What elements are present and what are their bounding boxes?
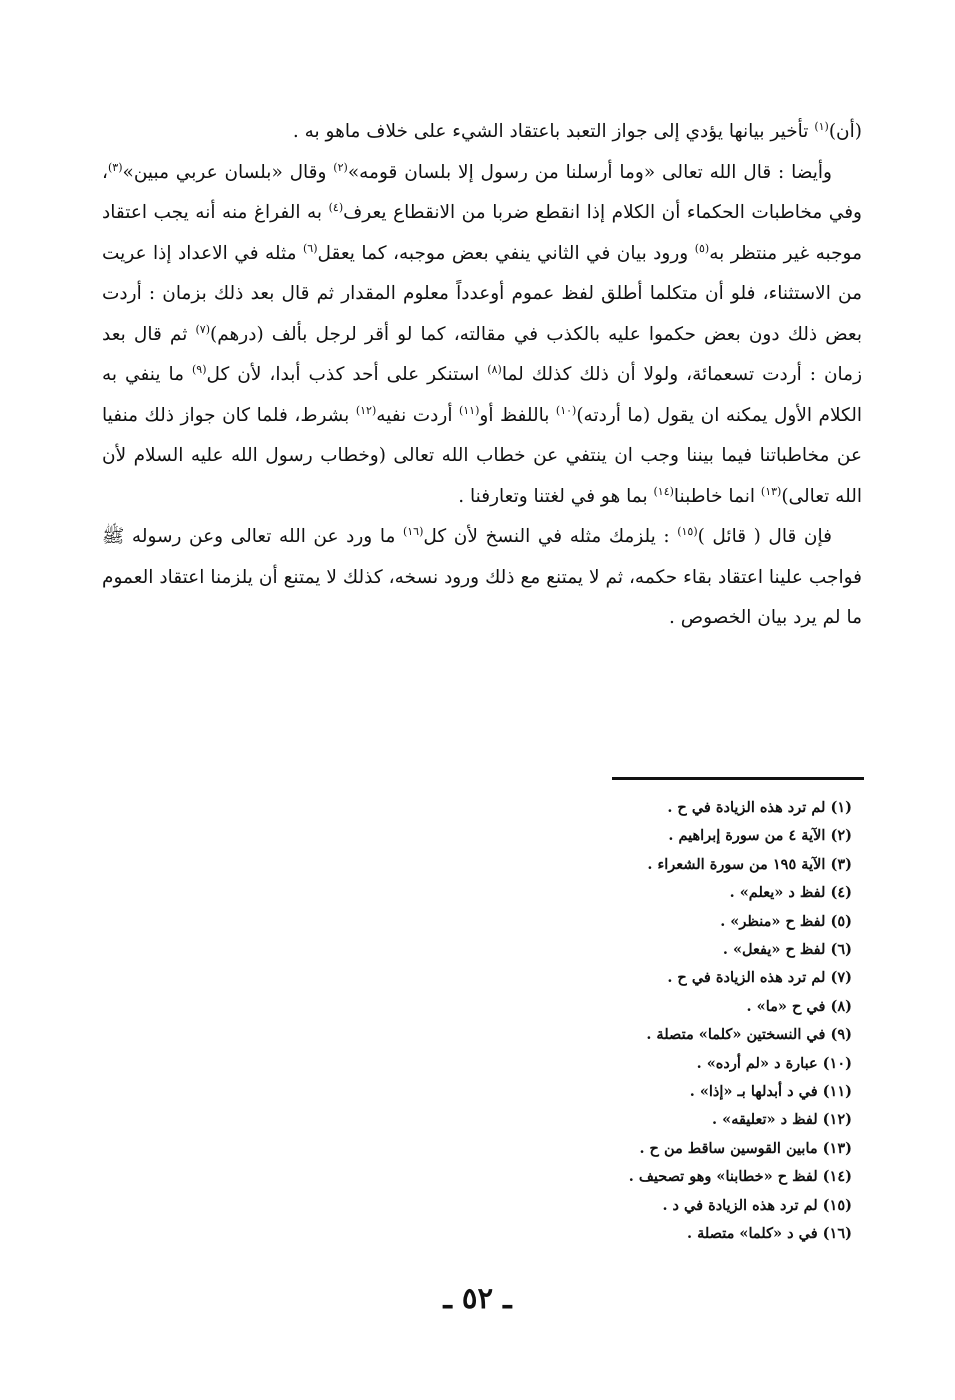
page-number: ـ ٥٢ ـ — [443, 1281, 512, 1315]
footnote-marker: (٧) — [195, 322, 211, 336]
footnote-separator — [612, 777, 864, 780]
text-run: وقال «بلسان عربي مبين» — [122, 161, 334, 183]
footnote-marker: (١١) — [458, 403, 480, 417]
footnote: (٢) الآية ٤ من سورة إبراهيم . — [668, 827, 852, 845]
footnote-marker: (٦) — [303, 241, 318, 255]
text-run: أردت نفيه — [376, 404, 459, 426]
text-run: تأخير بيانها يؤدي إلى جواز التعبد باعتقاد الشيء على خلاف ماهو به . — [292, 121, 815, 142]
text-run: ثم قال بعد زمان : أردت تسعمائة، ولولا أن ذلك كذلك لما — [102, 323, 863, 385]
main-text — [102, 112, 862, 639]
footnote-marker: (٥) — [694, 241, 710, 255]
footnote: (٥) لفظ ح «منظر» . — [720, 912, 852, 930]
text-run: وأيضا : قال الله تعالى «وما أرسلنا من رسول إلا بلسان قومه» — [347, 161, 832, 183]
footnote: (١٥) لم ترد هذه الزيادة في د . — [662, 1196, 852, 1214]
footnote-marker: (٩) — [192, 362, 207, 376]
footnote: (١٦) في د «كلما» متصلة . — [687, 1225, 852, 1243]
footnote: (١٤) لفظ ح «خطابنا» وهو تصحيف . — [628, 1168, 852, 1186]
footnote: (٣) الآية ١٩٥ من سورة الشعراء . — [647, 855, 852, 873]
footnote-marker: (١) — [814, 119, 829, 133]
text-run: ما ينفي به الكلام الأول يمكنه ان يقول (ما أردته) — [102, 364, 862, 426]
footnote-marker: (١٥) — [677, 524, 698, 538]
footnote: (٤) لفظ د «يعلم» . — [729, 884, 852, 902]
footnote: (١٢) لفظ د «تعليقه» . — [712, 1111, 852, 1129]
footnotes — [500, 794, 852, 1249]
footnote-marker: (١٣) — [760, 484, 782, 498]
footnote: (٦) لفظ ح «يفعل» . — [722, 941, 852, 959]
footnote: (١١) في د أبدلها بـ «إذا» . — [689, 1083, 852, 1101]
footnote-marker: (٣) — [107, 160, 123, 174]
footnote: (١٠) عبارة د «لم أرده» . — [696, 1054, 852, 1072]
paragraph — [102, 112, 862, 153]
footnote: (١) لم ترد هذه الزيادة في ح . — [667, 799, 852, 816]
footnote-marker: (١٢) — [355, 403, 377, 417]
footnote: (٨) في ح «ما» . — [746, 997, 852, 1015]
text-run: باللفظ أو — [479, 404, 556, 426]
footnote: (٧) لم ترد هذه الزيادة في ح . — [667, 969, 852, 987]
footnote-marker: (١٠) — [555, 403, 577, 417]
text-run: ما ورد عن الله تعالى وعن رسوله ﷺ فواجب علينا اعتقاد بقاء حكمه، ثم لا يمتنع مع ذلك ورود نسخه، كذلك لا يمتنع أن يلزمنا اعتقاد العموم ما لم يرد بيان الخصوص . — [102, 526, 862, 628]
text-run: ورود بيان في الثاني ينفي بعض موجبه، كما يعقل — [317, 242, 695, 264]
text-run: ، وفي مخاطبات الحكماء أن الكلام إذا انقطع ضربا من الانقطاع يعرف — [102, 161, 862, 223]
text-run: مثله في الاعداد إذا عريت من الاستثناء، فلو أن متكلما أطلق لفظ عموم أوعدداً معلوم المقدار ثم قال بعد ذلك بزمان : أردت بعض ذلك دون بعض حكموا عليه بالكذب في مقالته، كما لو أقر لرجل بألف (درهم) — [102, 242, 863, 345]
text-run: فإن قال ( قائل ) — [697, 526, 833, 547]
footnote-marker: (٢) — [333, 160, 348, 174]
text-run: (أن) — [828, 121, 862, 142]
paragraph — [102, 153, 862, 518]
text-run: استنكر على أحد كذب أبدا، لأن كل — [206, 364, 488, 385]
footnote-marker: (١٦) — [402, 524, 424, 538]
text-run: : يلزمك مثله في النسخ لأن كل — [423, 526, 678, 547]
text-run: به الفراغ منه أنه يجب اعتقاد موجبه غير منتظر به — [102, 202, 862, 264]
text-run: انما خاطبنا — [673, 485, 761, 507]
footnote: (١٣) مابين القوسين ساقط من ح . — [639, 1139, 852, 1157]
footnote-marker: (٨) — [487, 362, 502, 376]
footnote-marker: (٤) — [328, 200, 344, 214]
text-run: بما هو في لغتنا وتعارفنا . — [458, 485, 654, 507]
paragraph — [102, 517, 862, 639]
footnote: (٩) في النسختين «كلما» متصلة . — [646, 1026, 852, 1044]
footnote-marker: (١٤) — [653, 484, 674, 498]
text-run: بشرط، فلما كان جواز ذلك منفيا عن مخاطباتنا فيما بيننا وجب ان ينتفي عن خطاب الله تعالى (وخطاب رسول الله عليه السلام لأن الله تعالى) — [102, 404, 862, 507]
